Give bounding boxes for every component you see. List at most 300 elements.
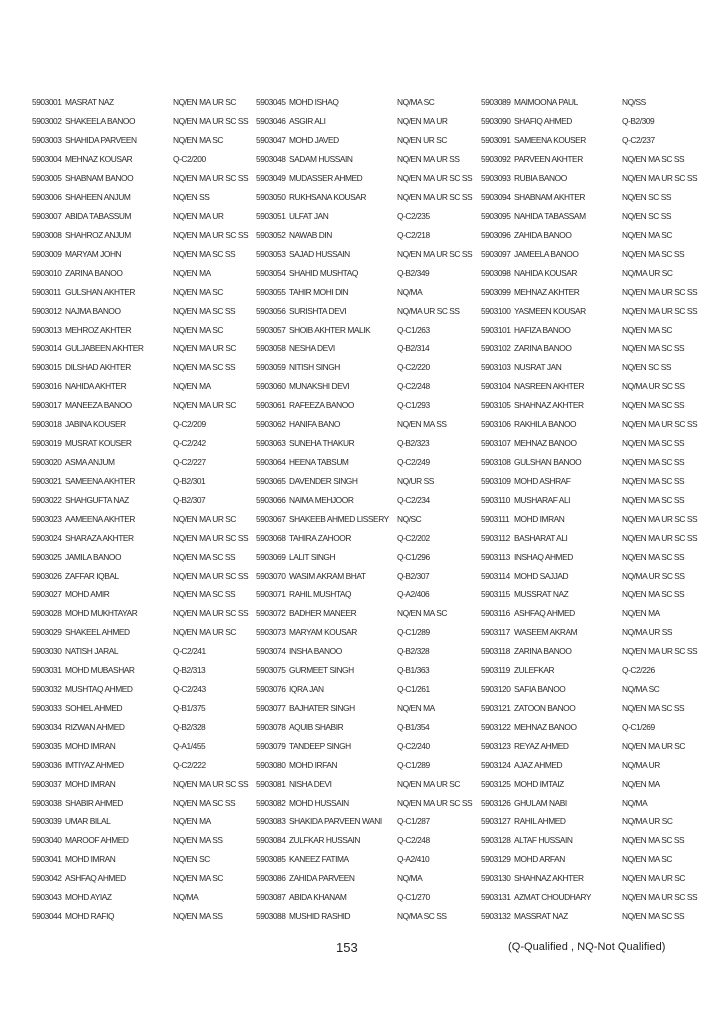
roll-number: 5903107 — [481, 438, 511, 449]
result-status: Q-C2/227 — [173, 456, 206, 467]
result-row — [481, 131, 697, 150]
result-row — [256, 812, 472, 831]
candidate-name: ASGIR ALI — [289, 116, 326, 127]
roll-number: 5903103 — [481, 362, 511, 373]
candidate-name: MARYAM KOUSAR — [289, 627, 357, 638]
roll-number: 5903102 — [481, 343, 511, 354]
candidate-name: SHARAZA AKHTER — [65, 532, 134, 543]
roll-number: 5903007 — [32, 210, 62, 221]
result-row — [481, 377, 697, 396]
result-legend: (Q-Qualified , NQ-Not Qualified) — [508, 941, 666, 953]
candidate-name: MEHNAZ BANOO — [514, 721, 577, 732]
candidate-name: MOHD IRFAN — [289, 759, 338, 770]
roll-number: 5903076 — [256, 684, 286, 695]
roll-number: 5903110 — [481, 494, 510, 505]
result-row — [481, 225, 697, 244]
result-status: NQ/EN MA UR SC SS — [622, 286, 698, 297]
result-status: NQ/EN MA UR SC — [173, 513, 237, 524]
roll-number: 5903064 — [256, 456, 286, 467]
roll-number: 5903042 — [32, 873, 62, 884]
candidate-name: GULSHAN BANOO — [514, 456, 582, 467]
result-row — [256, 169, 472, 188]
roll-number: 5903036 — [32, 759, 62, 770]
result-status: NQ/EN MA SC SS — [622, 835, 685, 846]
roll-number: 5903071 — [256, 589, 286, 600]
roll-number: 5903109 — [481, 475, 511, 486]
result-status: NQ/EN MA UR SC SS — [173, 608, 249, 619]
result-status: NQ/EN MA UR SC SS — [622, 173, 698, 184]
roll-number: 5903129 — [481, 854, 511, 865]
roll-number: 5903086 — [256, 873, 286, 884]
result-status: NQ/EN MA UR SC — [622, 740, 686, 751]
roll-number: 5903013 — [32, 324, 62, 335]
result-status: Q-C2/226 — [622, 665, 655, 676]
result-status: NQ/EN MA UR SC SS — [622, 305, 698, 316]
roll-number: 5903070 — [256, 570, 286, 581]
result-row — [481, 585, 697, 604]
result-status: NQ/UR SS — [397, 475, 434, 486]
roll-number: 5903132 — [481, 911, 511, 922]
roll-number: 5903077 — [256, 702, 286, 713]
result-status: NQ/EN MA SS — [173, 911, 223, 922]
roll-number: 5903072 — [256, 608, 286, 619]
candidate-name: ZAHIDA BANOO — [514, 229, 572, 240]
roll-number: 5903121 — [481, 702, 511, 713]
roll-number: 5903074 — [256, 646, 286, 657]
candidate-name: SHAHGUFTA NAZ — [65, 494, 129, 505]
roll-number: 5903023 — [32, 513, 62, 524]
result-status: NQ/EN MA SC SS — [622, 702, 685, 713]
result-row — [32, 661, 248, 680]
candidate-name: GHULAM NABI — [514, 797, 567, 808]
result-row — [32, 907, 248, 926]
candidate-name: RIZWAN AHMED — [65, 721, 125, 732]
result-status: Q-A2/406 — [397, 589, 430, 600]
candidate-name: BAJHATER SINGH — [289, 702, 355, 713]
result-status: NQ/EN MA SC SS — [173, 797, 236, 808]
candidate-name: NAIMA MEHJOOR — [289, 494, 354, 505]
roll-number: 5903083 — [256, 816, 286, 827]
result-row — [32, 623, 248, 642]
result-row — [256, 585, 472, 604]
candidate-name: JABINA KOUSER — [65, 419, 126, 430]
candidate-name: SHAFIQ AHMED — [514, 116, 572, 127]
result-row — [481, 358, 697, 377]
roll-number: 5903011 — [32, 286, 61, 297]
result-status: Q-B2/309 — [622, 116, 655, 127]
result-row — [32, 131, 248, 150]
result-row — [481, 263, 697, 282]
result-row — [481, 755, 697, 774]
candidate-name: HAFIZA BANOO — [514, 324, 571, 335]
roll-number: 5903044 — [32, 911, 62, 922]
result-status: NQ/EN MA UR SC — [173, 343, 237, 354]
result-row — [256, 207, 472, 226]
result-status: Q-B2/307 — [397, 570, 430, 581]
result-row — [256, 93, 472, 112]
candidate-name: ABIDA TABASSUM — [65, 210, 131, 221]
result-status: NQ/EN MA — [622, 778, 660, 789]
result-row — [32, 225, 248, 244]
roll-number: 5903131 — [481, 892, 511, 903]
result-status: NQ/EN MA SC — [173, 135, 223, 146]
candidate-name: PARVEEN AKHTER — [514, 154, 583, 165]
candidate-name: SADAM HUSSAIN — [289, 154, 353, 165]
candidate-name: RUKHSANA KOUSAR — [289, 192, 367, 203]
result-row — [256, 471, 472, 490]
result-status: NQ/EN MA SC — [173, 286, 223, 297]
roll-number: 5903108 — [481, 456, 511, 467]
result-status: NQ/EN MA UR SS — [397, 154, 460, 165]
result-row — [481, 490, 697, 509]
candidate-name: WASEEM AKRAM — [514, 627, 578, 638]
result-row — [481, 736, 697, 755]
result-row — [481, 907, 697, 926]
candidate-name: MUNAKSHI DEVI — [289, 381, 350, 392]
candidate-name: MOHD IMRAN — [65, 854, 116, 865]
roll-number: 5903052 — [256, 229, 286, 240]
candidate-name: SAFIA BANOO — [514, 684, 566, 695]
result-row — [256, 528, 472, 547]
result-row — [256, 604, 472, 623]
candidate-name: YASMEEN KOUSAR — [514, 305, 586, 316]
result-status: Q-C2/235 — [397, 210, 430, 221]
roll-number: 5903049 — [256, 173, 286, 184]
result-row — [256, 358, 472, 377]
candidate-name: HEENA TABSUM — [289, 456, 349, 467]
roll-number: 5903128 — [481, 835, 511, 846]
candidate-name: SHAKIDA PARVEEN WANI — [289, 816, 382, 827]
result-status: Q-C2/241 — [173, 646, 206, 657]
result-row — [32, 585, 248, 604]
result-row — [481, 93, 697, 112]
candidate-name: ZATOON BANOO — [514, 702, 576, 713]
roll-number: 5903043 — [32, 892, 62, 903]
candidate-name: SHAKEELA BANOO — [65, 116, 136, 127]
roll-number: 5903016 — [32, 381, 62, 392]
result-status: NQ/MA — [173, 892, 199, 903]
roll-number: 5903068 — [256, 532, 286, 543]
roll-number: 5903005 — [32, 173, 62, 184]
result-status: Q-C2/237 — [622, 135, 655, 146]
candidate-name: DAVENDER SINGH — [289, 475, 358, 486]
roll-number: 5903035 — [32, 740, 62, 751]
result-status: NQ/EN MA UR SC — [397, 778, 461, 789]
result-row — [256, 566, 472, 585]
candidate-name: SHAKEEL AHMED — [65, 627, 130, 638]
result-status: NQ/EN MA UR SC — [173, 400, 237, 411]
result-row — [481, 301, 697, 320]
result-row — [32, 888, 248, 907]
roll-number: 5903010 — [32, 267, 62, 278]
candidate-name: MOHD AYIAZ — [65, 892, 112, 903]
candidate-name: MEHROZ AKHTER — [65, 324, 132, 335]
result-row — [256, 244, 472, 263]
roll-number: 5903081 — [256, 778, 286, 789]
roll-number: 5903120 — [481, 684, 511, 695]
result-row — [32, 547, 248, 566]
roll-number: 5903122 — [481, 721, 511, 732]
result-status: NQ/MA UR — [622, 759, 660, 770]
roll-number: 5903059 — [256, 362, 286, 373]
roll-number: 5903040 — [32, 835, 62, 846]
result-status: NQ/EN MA — [173, 381, 211, 392]
result-row — [32, 509, 248, 528]
result-status: NQ/EN MA UR SC SS — [622, 892, 698, 903]
candidate-name: NATISH JARAL — [65, 646, 119, 657]
result-row — [256, 377, 472, 396]
roll-number: 5903091 — [481, 135, 511, 146]
results-column-3 — [481, 93, 697, 926]
result-status: NQ/EN SC SS — [622, 210, 672, 221]
roll-number: 5903030 — [32, 646, 62, 657]
result-status: NQ/EN MA UR SC SS — [397, 173, 473, 184]
result-row — [32, 150, 248, 169]
result-row — [481, 396, 697, 415]
result-status: NQ/SS — [622, 97, 646, 108]
candidate-name: MANEEZA BANOO — [65, 400, 132, 411]
roll-number: 5903079 — [256, 740, 286, 751]
roll-number: 5903096 — [481, 229, 511, 240]
result-row — [32, 699, 248, 718]
candidate-name: MOHD MUBASHAR — [65, 665, 135, 676]
roll-number: 5903112 — [481, 532, 510, 543]
roll-number: 5903002 — [32, 116, 62, 127]
result-status: NQ/MA UR SC SS — [397, 305, 460, 316]
candidate-name: SHAHIDA PARVEEN — [65, 135, 137, 146]
result-status: NQ/MA — [622, 797, 648, 808]
result-row — [32, 736, 248, 755]
result-status: NQ/EN MA UR SC — [173, 627, 237, 638]
result-row — [32, 812, 248, 831]
candidate-name: BADHER MANEER — [289, 608, 357, 619]
roll-number: 5903020 — [32, 456, 62, 467]
result-status: NQ/EN MA SC SS — [173, 248, 236, 259]
result-row — [32, 301, 248, 320]
result-row — [256, 320, 472, 339]
result-row — [256, 509, 472, 528]
result-status: Q-C1/289 — [397, 759, 430, 770]
roll-number: 5903092 — [481, 154, 511, 165]
result-status: Q-B2/328 — [173, 721, 206, 732]
roll-number: 5903055 — [256, 286, 286, 297]
result-row — [32, 320, 248, 339]
candidate-name: MEHNAZ BANOO — [514, 438, 577, 449]
result-row — [481, 604, 697, 623]
candidate-name: MASRAT NAZ — [65, 97, 114, 108]
result-row — [32, 566, 248, 585]
result-row — [32, 453, 248, 472]
result-status: NQ/EN MA UR SC — [622, 873, 686, 884]
result-row — [32, 169, 248, 188]
candidate-name: AZMAT CHOUDHARY — [514, 892, 592, 903]
result-row — [481, 642, 697, 661]
result-row — [256, 642, 472, 661]
result-status: NQ/EN MA SC — [173, 873, 223, 884]
roll-number: 5903015 — [32, 362, 62, 373]
candidate-name: MOHD JAVED — [289, 135, 339, 146]
result-status: NQ/EN MA SC — [622, 229, 672, 240]
result-row — [32, 358, 248, 377]
candidate-name: RAHIL MUSHTAQ — [289, 589, 352, 600]
roll-number: 5903073 — [256, 627, 286, 638]
roll-number: 5903051 — [256, 210, 286, 221]
result-status: Q-C2/218 — [397, 229, 430, 240]
roll-number: 5903050 — [256, 192, 286, 203]
candidate-name: NAHIDA TABASSAM — [514, 210, 586, 221]
result-status: NQ/EN MA SC SS — [622, 154, 685, 165]
candidate-name: MUSHID RASHID — [289, 911, 351, 922]
result-status: NQ/EN MA UR SC SS — [622, 532, 698, 543]
roll-number: 5903126 — [481, 797, 511, 808]
result-status: NQ/EN MA SC SS — [622, 456, 685, 467]
roll-number: 5903003 — [32, 135, 62, 146]
result-status: NQ/EN MA UR SC SS — [173, 570, 249, 581]
roll-number: 5903099 — [481, 286, 511, 297]
result-row — [256, 301, 472, 320]
roll-number: 5903038 — [32, 797, 62, 808]
roll-number: 5903061 — [256, 400, 286, 411]
result-status: NQ/EN SS — [173, 192, 210, 203]
candidate-name: MEHNAZ KOUSAR — [65, 154, 133, 165]
result-status: NQ/EN MA SC SS — [622, 343, 685, 354]
candidate-name: NAHIDA AKHTER — [65, 381, 127, 392]
result-row — [256, 150, 472, 169]
roll-number: 5903095 — [481, 210, 511, 221]
roll-number: 5903045 — [256, 97, 286, 108]
result-status: Q-A1/455 — [173, 740, 206, 751]
candidate-name: SHAHNAZ AKHTER — [514, 873, 584, 884]
result-status: NQ/EN MA — [397, 702, 435, 713]
result-status: NQ/MA — [397, 286, 423, 297]
result-row — [32, 642, 248, 661]
roll-number: 5903098 — [481, 267, 511, 278]
candidate-name: MARYAM JOHN — [65, 248, 122, 259]
result-status: NQ/SC — [397, 513, 422, 524]
result-status: NQ/EN MA SC SS — [173, 305, 236, 316]
result-row — [256, 793, 472, 812]
result-row — [32, 717, 248, 736]
roll-number: 5903106 — [481, 419, 511, 430]
result-row — [32, 793, 248, 812]
candidate-name: MUSHTAQ AHMED — [65, 684, 133, 695]
result-row — [481, 415, 697, 434]
result-status: NQ/EN MA UR SC SS — [397, 797, 473, 808]
candidate-name: MOHD IMRAN — [65, 778, 116, 789]
roll-number: 5903113 — [481, 551, 510, 562]
candidate-name: MOHD HUSSAIN — [289, 797, 349, 808]
result-status: NQ/MA SC — [397, 97, 435, 108]
roll-number: 5903088 — [256, 911, 286, 922]
candidate-name: TANDEEP SINGH — [289, 740, 351, 751]
candidate-name: MAIMOONA PAUL — [514, 97, 578, 108]
candidate-name: JAMILA BANOO — [65, 551, 122, 562]
result-row — [481, 547, 697, 566]
roll-number: 5903097 — [481, 248, 511, 259]
result-status: Q-C2/209 — [173, 419, 206, 430]
result-row — [481, 112, 697, 131]
candidate-name: TAHIRA ZAHOOR — [289, 532, 351, 543]
result-row — [32, 415, 248, 434]
roll-number: 5903025 — [32, 551, 62, 562]
result-status: NQ/EN MA UR SC SS — [397, 192, 473, 203]
result-status: NQ/MA UR SC SS — [622, 381, 685, 392]
roll-number: 5903019 — [32, 438, 62, 449]
candidate-name: TAHIR MOHI DIN — [289, 286, 349, 297]
result-row — [481, 169, 697, 188]
candidate-name: ASHFAQ AHMED — [514, 608, 575, 619]
result-row — [256, 415, 472, 434]
result-row — [481, 320, 697, 339]
result-row — [256, 396, 472, 415]
roll-number: 5903075 — [256, 665, 286, 676]
roll-number: 5903082 — [256, 797, 286, 808]
result-status: NQ/EN MA UR SC SS — [173, 532, 249, 543]
result-row — [256, 490, 472, 509]
result-status: NQ/EN MA SS — [173, 835, 223, 846]
result-status: NQ/EN MA SC SS — [173, 589, 236, 600]
candidate-name: ABIDA KHANAM — [289, 892, 347, 903]
result-status: Q-C1/269 — [622, 721, 655, 732]
candidate-name: INSHAQ AHMED — [514, 551, 573, 562]
roll-number: 5903100 — [481, 305, 511, 316]
roll-number: 5903090 — [481, 116, 511, 127]
result-row — [256, 661, 472, 680]
roll-number: 5903118 — [481, 646, 510, 657]
candidate-name: MOHD SAJJAD — [514, 570, 569, 581]
result-row — [32, 774, 248, 793]
roll-number: 5903009 — [32, 248, 62, 259]
candidate-name: MOHD ARFAN — [514, 854, 565, 865]
candidate-name: IQRA JAN — [289, 684, 324, 695]
candidate-name: JAMEELA BANOO — [514, 248, 579, 259]
roll-number: 5903057 — [256, 324, 286, 335]
candidate-name: NUSRAT JAN — [514, 362, 562, 373]
result-status: NQ/EN MA UR SC SS — [173, 778, 249, 789]
result-row — [481, 566, 697, 585]
result-status: NQ/MA SC SS — [397, 911, 447, 922]
result-status: Q-C2/242 — [173, 438, 206, 449]
candidate-name: SHAHID MUSHTAQ — [289, 267, 358, 278]
roll-number: 5903115 — [481, 589, 510, 600]
candidate-name: MOHD RAFIQ — [65, 911, 115, 922]
result-row — [32, 377, 248, 396]
roll-number: 5903022 — [32, 494, 62, 505]
candidate-name: MUDASSER AHMED — [289, 173, 363, 184]
result-status: Q-B2/323 — [397, 438, 430, 449]
results-column-2 — [256, 93, 472, 926]
roll-number: 5903056 — [256, 305, 286, 316]
result-row — [481, 207, 697, 226]
result-row — [481, 831, 697, 850]
result-status: Q-C2/248 — [397, 381, 430, 392]
roll-number: 5903093 — [481, 173, 511, 184]
candidate-name: IMTIYAZ AHMED — [65, 759, 124, 770]
result-row — [481, 453, 697, 472]
roll-number: 5903116 — [481, 608, 510, 619]
result-status: NQ/EN MA SC SS — [622, 911, 685, 922]
result-status: NQ/EN MA SC — [397, 608, 447, 619]
results-column-1 — [32, 93, 248, 926]
roll-number: 5903034 — [32, 721, 62, 732]
result-row — [256, 680, 472, 699]
candidate-name: DILSHAD AKHTER — [65, 362, 131, 373]
result-row — [32, 755, 248, 774]
roll-number: 5903048 — [256, 154, 286, 165]
result-row — [481, 339, 697, 358]
roll-number: 5903012 — [32, 305, 62, 316]
roll-number: 5903053 — [256, 248, 286, 259]
